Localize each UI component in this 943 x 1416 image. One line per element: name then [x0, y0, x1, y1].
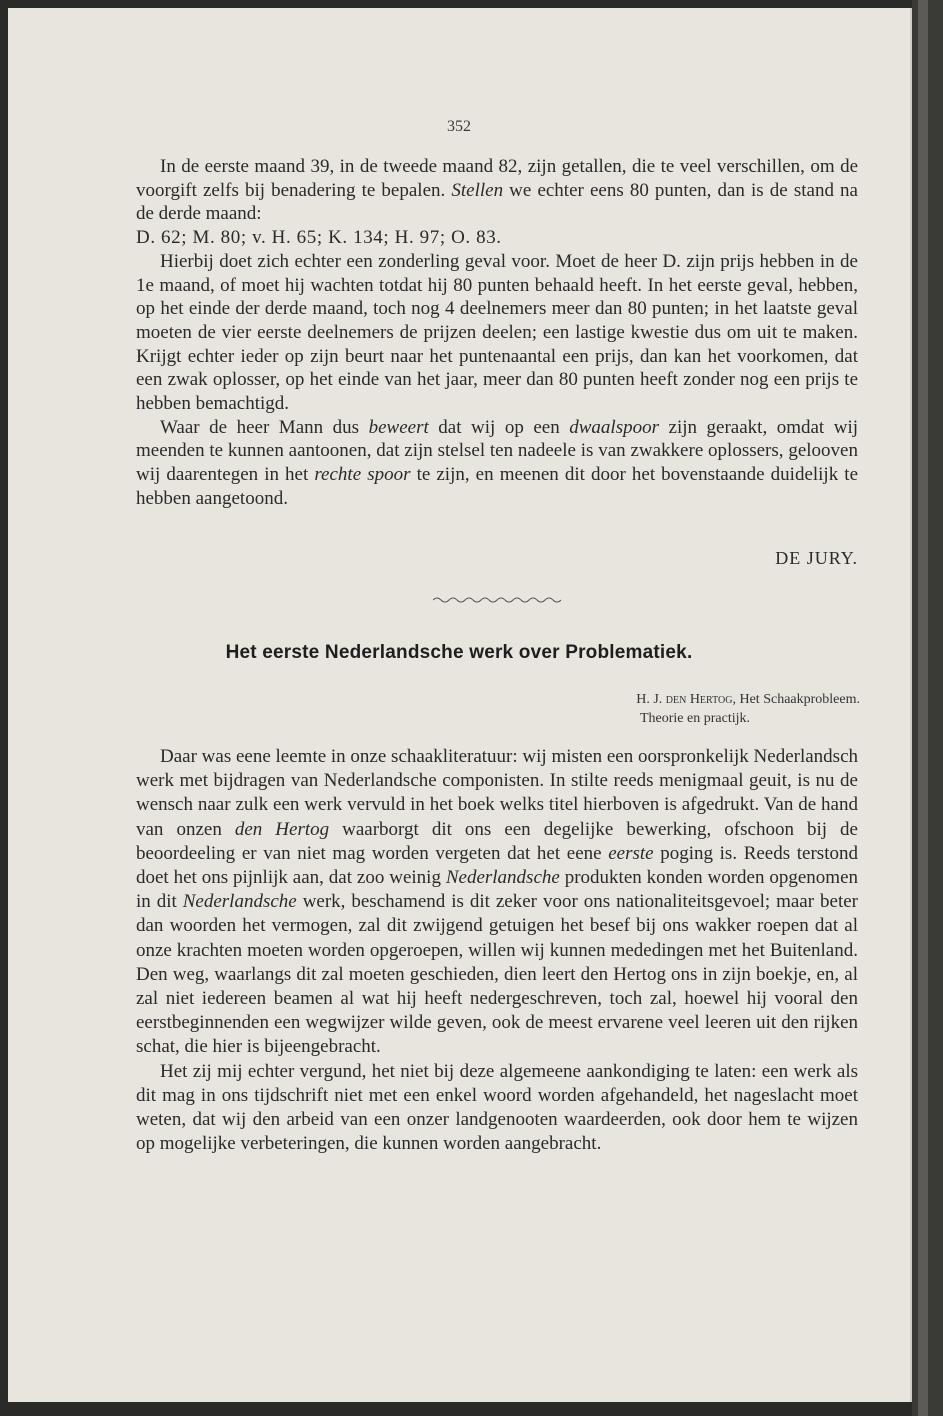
paragraph-waar: Waar de heer Mann dus beweert dat wij op een dwaalspoor zijn geraakt, omdat wij meenden te kunnen aantoonen, dat zijn stelsel ten nadeele is van zwakkere oplossers, gelooven wij daarentegen in het rechte spoor te zijn, en meenen dit door het bovenstaande duidelijk te hebben aangetoond.	[136, 416, 859, 509]
jury-report-text	[136, 155, 858, 511]
section-heading: Het eerste Nederlandsche werk over Problematiek.	[225, 642, 693, 663]
citation-subtitle: Theorie en practijk.	[639, 711, 750, 726]
citation-title: , Het Schaakprobleem.	[732, 692, 860, 707]
paragraph-hierbij: Hierbij doet zich echter een zonderling geval voor. Moet de heer D. zijn prijs hebben in de 1e maand, of moet hij wachten totdat hij 80 punten behaald heeft. In het eerste geval, hebben, op het einde der derde maand, toch nog 4 deelnemers meer dan 80 punten; in het laatste geval moeten de vier eerste deelnemers de prijzen deelen; een lastige kwestie dus om uit te maken. Krijgt echter ieder op zijn beurt naar het puntenaantal een prijs, dan kan het voorkomen, dat een zwak oplosser, op het einde van het jaar, meer dan 80 punten heeft zonder nog een prijs te hebben bemachtigd.	[136, 250, 858, 415]
paragraph-vergund: Het zij mij echter vergund, het niet bij deze algemeene aankondiging te laten: een werk als dit mag in ons tijdschrift niet met een enkel woord worden afgehandeld, het nageslacht moet weten, dat wij den arbeid van een onzer landgenooten waardeerden, ook door hem te wijzen op mogelijke verbeteringen, die kunnen worden aangebracht.	[136, 1060, 858, 1155]
book-citation: H. J. den Hertog, Het Schaakprobleem. Theorie en practijk.	[460, 690, 860, 728]
citation-author: den Hertog	[665, 692, 733, 707]
page-number: 352	[447, 118, 471, 135]
signature-de-jury: DE JURY.	[775, 548, 858, 568]
book-page	[8, 8, 912, 1402]
paragraph-maand: In de eerste maand 39, in de tweede maand 82, zijn getallen, die te veel verschillen, om de voorgift zelfs bij benadering te bepalen. Stellen we echter eens 80 punten, dan is de stand na de derde maand:	[136, 156, 858, 225]
page-edge-shadow	[918, 0, 928, 1416]
review-text	[136, 745, 858, 1156]
scan-border	[912, 0, 943, 1416]
paragraph-leemte: Daar was eene leemte in onze schaakliteratuur: wij misten een oorspronkelijk Nederlandsch werk met bijdragen van Nederlandsche componisten. In stilte reeds menigmaal geuit, is nu de wensch naar zulk een werk vervuld in het boek welks titel hierboven is afgedrukt. Van de hand van onzen den Hertog waarborgt dit ons een degelijke bewerking, ofschoon bij de beoordeeling er van niet mag worden vergeten dat het eene eerste poging is. Reeds terstond doet het ons pijnlijk aan, dat zoo weinig Nederlandsche produkten konden worden opgenomen in dit Nederlandsche werk, beschamend is dit zeker voor ons nationaliteitsgevoel; maar beter dan woorden het vermogen, zal dit zwijgend getuigen het besef bij ons wakker roepen dat al onze krachten moeten worden opgeroepen, willen wij kunnen mededingen met het Buitenland. Den weg, waarlangs dit zal moeten geschieden, dien leert den Hertog ons in zijn boekje, en, al zal niet iedereen beamen al wat hij heeft nedergeschreven, toch zal, hoewel hij vooral den eerstbeginnenden een wegwijzer wilde geven, ook de meest ervarene veel leeren uit den rijken schat, die hier is bijeengebracht.	[136, 746, 858, 1058]
score-line: D. 62; M. 80; v. H. 65; K. 134; H. 97; O. 83.	[136, 227, 502, 249]
wavy-divider-ornament	[433, 595, 563, 605]
